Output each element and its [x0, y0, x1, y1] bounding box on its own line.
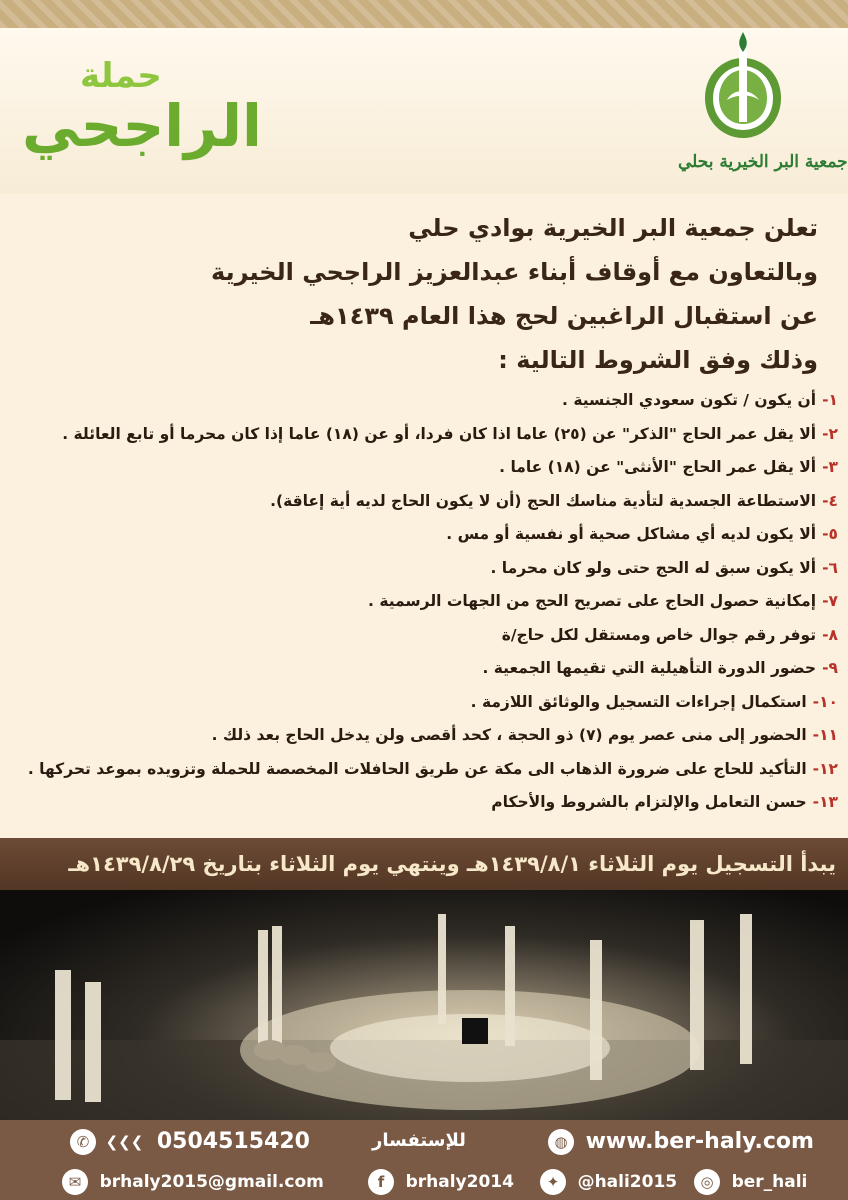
condition-number: ٣- — [822, 458, 838, 476]
condition-number: ٨- — [822, 625, 838, 644]
twitter-link[interactable] — [540, 1166, 677, 1196]
contact-footer — [0, 1120, 848, 1200]
condition-text: حسن التعامل والإلتزام بالشروط والأحكام — [491, 793, 807, 811]
condition-item — [12, 652, 838, 686]
condition-item — [12, 619, 838, 653]
facebook-handle: brhaly2014 — [405, 1171, 514, 1192]
email-contact[interactable] — [62, 1166, 324, 1196]
minaret-icon — [438, 914, 446, 1024]
condition-number: ٦- — [822, 558, 838, 577]
minaret-icon — [740, 914, 752, 1064]
campaign-brand: الراجحي — [22, 92, 262, 160]
condition-text: إمكانية حصول الحاج على تصريح الحج من الجهات الرسمية . — [368, 592, 817, 610]
header — [0, 28, 848, 194]
minaret-icon — [690, 920, 704, 1070]
globe-icon: ◍ — [548, 1129, 574, 1155]
announcement-intro — [28, 206, 818, 382]
condition-number: ٢- — [822, 424, 838, 443]
facebook-icon: f — [368, 1169, 394, 1195]
footer-row-1 — [0, 1120, 848, 1160]
website-url: www.ber-haly.com — [585, 1128, 814, 1154]
minaret-icon — [272, 926, 282, 1046]
condition-item — [12, 786, 838, 820]
phone-contact[interactable] — [70, 1126, 310, 1156]
condition-number: ١١- — [812, 726, 838, 744]
condition-text: الحضور إلى منى عصر يوم (٧) ذو الحجة ، كحد أقصى ولن يدخل الحاج بعد ذلك . — [211, 726, 807, 744]
condition-number: ٧- — [822, 592, 838, 610]
condition-number: ٥- — [822, 525, 838, 543]
condition-text: التأكيد للحاج على ضرورة الذهاب الى مكة عن طريق الحافلات المخصصة للحملة وتزويده بموعد تحركها . — [27, 759, 807, 778]
conditions-list — [12, 384, 838, 820]
minaret-icon — [505, 926, 515, 1046]
registration-text: يبدأ التسجيل يوم الثلاثاء ١٤٣٩/٨/١هـ وينتهي يوم الثلاثاء بتاريخ ١٤٣٩/٨/٢٩هـ — [68, 852, 836, 876]
intro-line-4: وذلك وفق الشروط التالية : — [498, 346, 818, 374]
intro-line-2: وبالتعاون مع أوقاف أبناء عبدالعزيز الراجحي الخيرية — [211, 258, 818, 286]
inquiry-label: للإستفسار — [372, 1130, 466, 1151]
al-rajhi-campaign-logo — [22, 54, 292, 174]
condition-text: استكمال إجراءات التسجيل والوثائق اللازمة . — [470, 692, 807, 711]
condition-text: أن يكون / تكون سعودي الجنسية . — [562, 391, 817, 409]
condition-text: ألا يقل عمر الحاج "الذكر" عن (٢٥) عاما اذا كان فردا، أو عن (١٨) عاما إذا كان محرما أو تابع العائلة . — [62, 424, 817, 443]
chevrons: ❮❮❮ — [105, 1132, 144, 1151]
kaaba-icon — [462, 1018, 488, 1044]
email-address: brhaly2015@gmail.com — [99, 1171, 324, 1192]
condition-text: حضور الدورة التأهيلية التي تقيمها الجمعية . — [482, 659, 817, 677]
condition-text: ألا يقل عمر الحاج "الأنثى" عن (١٨) عاما . — [499, 458, 817, 476]
intro-line-1: تعلن جمعية البر الخيرية بوادي حلي — [408, 214, 818, 242]
instagram-link[interactable] — [694, 1166, 807, 1196]
mosque-illustration — [0, 890, 848, 1120]
condition-number: ١٢- — [812, 759, 838, 778]
haram-photo — [0, 890, 848, 1120]
condition-item — [12, 686, 838, 720]
condition-text: توفر رقم جوال خاص ومستقل لكل حاج/ة — [501, 625, 817, 644]
condition-text: ألا يكون سبق له الحج حتى ولو كان محرما . — [490, 558, 817, 577]
decorative-top-band — [0, 0, 848, 28]
condition-item — [12, 485, 838, 519]
condition-number: ٤- — [822, 491, 838, 510]
condition-number: ١٠- — [812, 692, 838, 711]
twitter-icon: ✦ — [540, 1169, 566, 1195]
campaign-word: حملة — [80, 56, 162, 96]
charity-emblem-icon — [693, 30, 793, 150]
condition-number: ١- — [822, 391, 838, 409]
condition-item — [12, 451, 838, 485]
condition-text: ألا يكون لديه أي مشاكل صحية أو نفسية أو مس . — [446, 525, 817, 543]
condition-item — [12, 753, 838, 787]
condition-text: الاستطاعة الجسدية لتأدية مناسك الحج (أن لا يكون الحاج لديه أية إعاقة). — [270, 491, 817, 510]
email-icon: ✉ — [62, 1169, 88, 1195]
intro-line-3: عن استقبال الراغبين لحج هذا العام ١٤٣٩هـ — [310, 302, 818, 330]
condition-item — [12, 585, 838, 619]
phone-number: 0504515420 — [156, 1128, 310, 1154]
condition-number: ١٣- — [812, 793, 838, 811]
registration-banner — [0, 838, 848, 890]
twitter-handle: @hali2015 — [577, 1171, 678, 1192]
website-link[interactable] — [548, 1126, 814, 1156]
condition-number: ٩- — [822, 659, 838, 677]
condition-item — [12, 418, 838, 452]
facebook-link[interactable] — [368, 1166, 514, 1196]
condition-item — [12, 518, 838, 552]
condition-item — [12, 552, 838, 586]
minaret-icon — [258, 930, 268, 1050]
minaret-icon — [590, 940, 602, 1080]
phone-icon: ✆ — [70, 1129, 96, 1155]
minaret-icon — [55, 970, 71, 1100]
instagram-icon: ◎ — [694, 1169, 720, 1195]
footer-row-2 — [0, 1160, 848, 1200]
instagram-handle: ber_hali — [731, 1171, 808, 1192]
condition-item — [12, 384, 838, 418]
minaret-icon — [85, 982, 101, 1102]
condition-item — [12, 719, 838, 753]
charity-logo — [678, 30, 848, 190]
charity-name: جمعية البر الخيرية بحلي — [678, 152, 848, 172]
